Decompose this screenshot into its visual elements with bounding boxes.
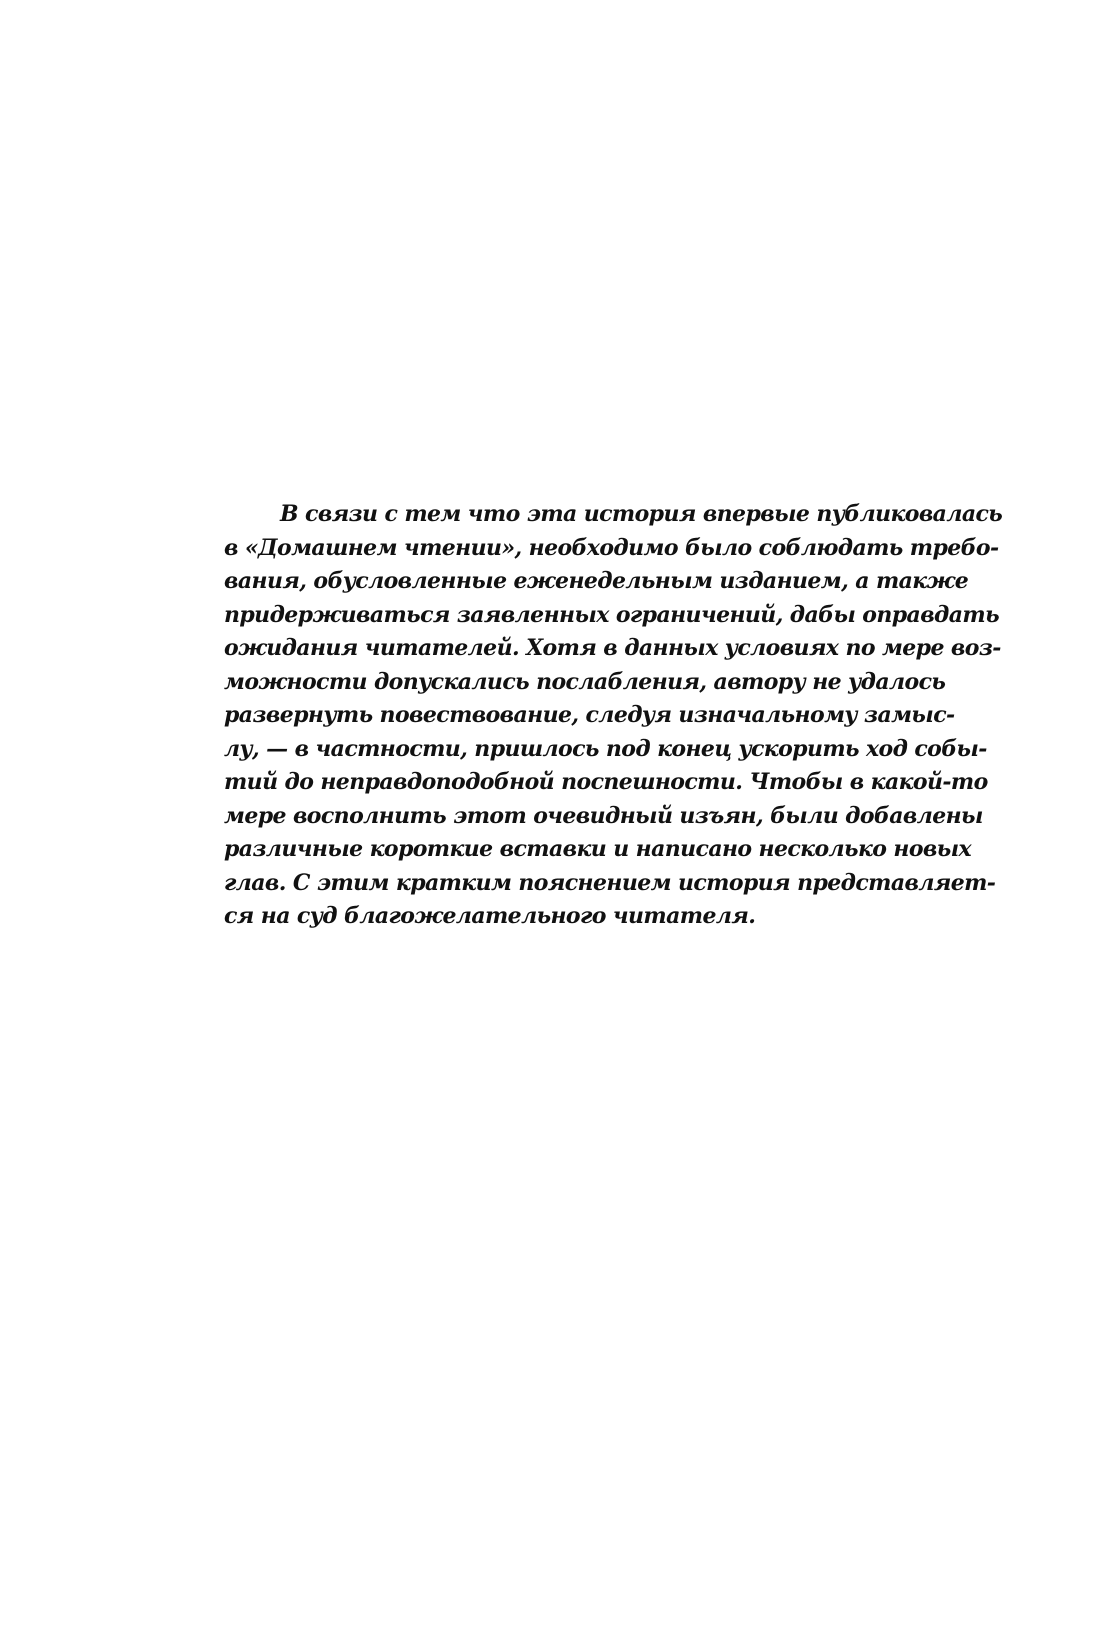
paragraph-line: В связи с тем что эта история впервые публиковалась (280, 501, 1003, 527)
preface-paragraph (224, 498, 1003, 934)
paragraph-line: ся на суд благожелательного читателя. (224, 903, 756, 929)
paragraph-line: различные короткие вставки и написано несколько новых (224, 836, 972, 862)
paragraph-line: лу, — в частности, пришлось под конец ускорить ход собы- (224, 735, 987, 762)
paragraph-line: мере восполнить этот очевидный изъян, были добавлены (224, 802, 983, 829)
paragraph-line: тий до неправдоподобной поспешности. Чтобы в какой-то (224, 769, 988, 795)
paragraph-line: развернуть повествование, следуя изначальному замыс- (224, 702, 955, 728)
paragraph-line: глав. С этим кратким пояснением история представляет- (224, 869, 996, 896)
paragraph-line: в «Домашнем чтении», необходимо было соблюдать требо- (224, 534, 999, 561)
paragraph-line: придерживаться заявленных ограничений, дабы оправдать (224, 601, 999, 628)
paragraph-line: ожидания читателей. Хотя в данных условиях по мере воз- (224, 635, 1001, 661)
paragraph-line: можности допускались послабления, автору не удалось (224, 668, 946, 695)
paragraph-line: вания, обусловленные еженедельным изданием, а также (224, 568, 969, 594)
